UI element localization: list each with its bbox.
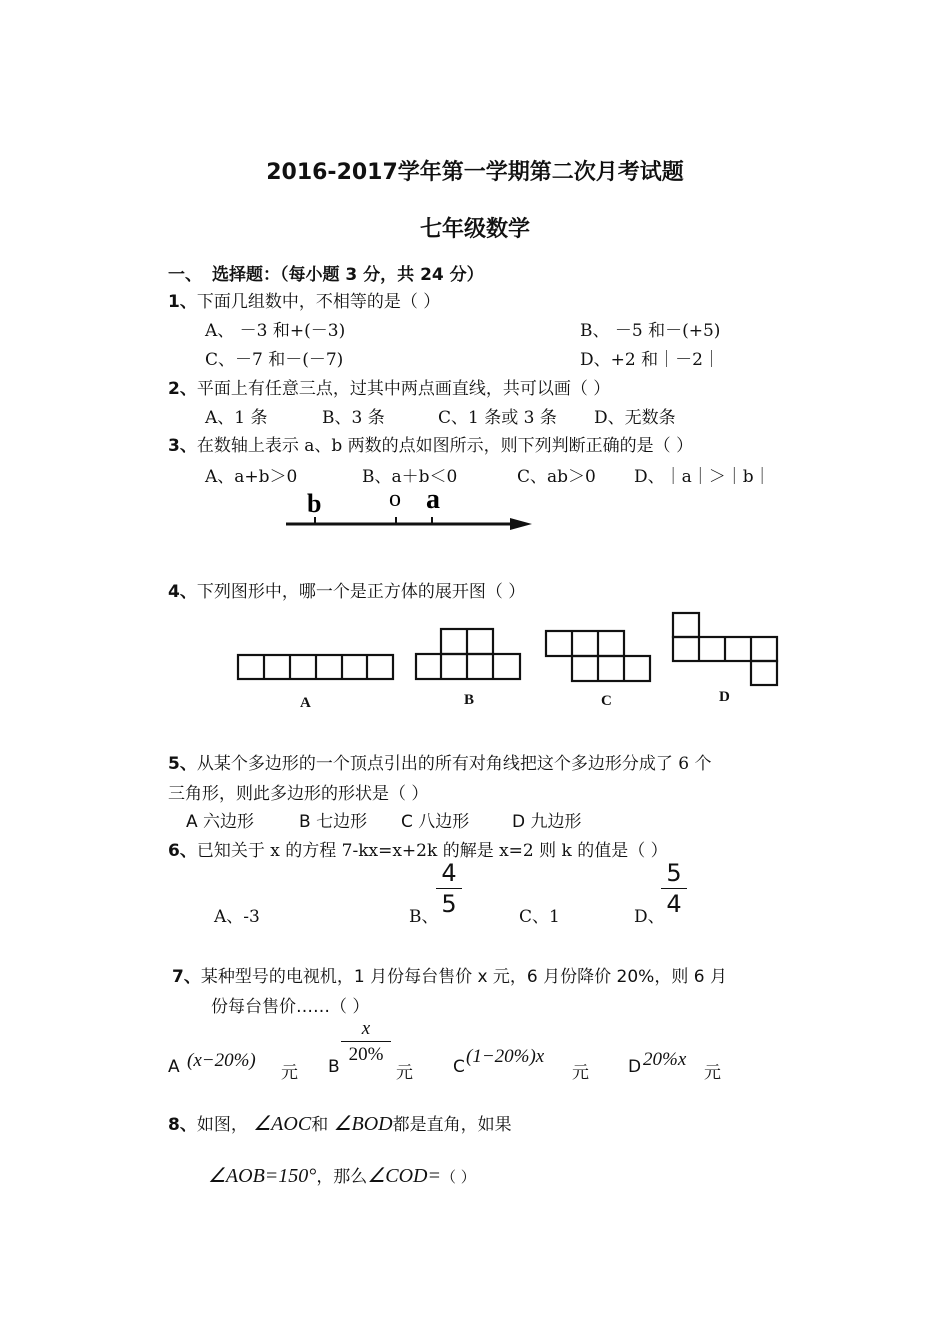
q7-option-b-fraction [341, 1018, 391, 1067]
denominator: 5 [441, 890, 457, 918]
q5-option-b: B 七边形 [299, 812, 368, 832]
question-text: 从某个多边形的一个顶点引出的所有对角线把这个多边形分成了 6 个 [196, 754, 712, 774]
net-b [416, 629, 520, 679]
question-text: 如图， [196, 1115, 248, 1135]
question-number: 5、 [168, 754, 197, 774]
q6-option-d-prefix: D、 [634, 907, 665, 927]
net-label-a: A [300, 695, 311, 711]
q3-option-d: D、｜a｜＞｜b｜ [634, 467, 771, 487]
q7-option-c-label: C [453, 1057, 465, 1077]
section-number: 一、 [168, 265, 202, 285]
q5-option-a: A 六边形 [186, 812, 255, 832]
question-number: 4、 [168, 582, 197, 602]
question-7 [172, 962, 727, 987]
angle-bod: ∠BOD [333, 1113, 393, 1135]
q6-option-c: C、1 [519, 907, 560, 927]
question-text: 在数轴上表示 a、b 两数的点如图所示，则下列判断正确的是（ ） [196, 436, 694, 456]
q1-option-a: A、 －3 和+(－3) [205, 321, 346, 341]
q2-option-c: C、1 条或 3 条 [438, 408, 557, 428]
q1-option-d: D、+2 和｜－2｜ [580, 350, 720, 370]
question-number: 2、 [168, 379, 197, 399]
label-o: o [389, 486, 401, 512]
question-text: 下面几组数中，不相等的是（ ） [196, 292, 441, 312]
answer-paren: （ ） [440, 1168, 476, 1186]
denominator: 20% [348, 1044, 384, 1065]
question-1 [168, 287, 440, 312]
q5-option-d: D 九边形 [512, 812, 582, 832]
question-8 [168, 1110, 512, 1136]
q6-option-b-fraction [436, 860, 462, 917]
q7-option-a-label: A [168, 1057, 180, 1077]
q3-option-b: B、a＋b＜0 [362, 467, 458, 487]
fraction-bar [436, 888, 462, 889]
question-5 [168, 749, 711, 774]
angle-cod: ∠COD= [367, 1165, 441, 1187]
question-number: 7、 [172, 967, 201, 987]
q2-option-b: B、3 条 [322, 408, 385, 428]
label-a: a [426, 484, 440, 515]
net-label-d: D [719, 689, 730, 705]
question-text-rest: 都是直角，如果 [392, 1115, 512, 1135]
question-number: 6、 [168, 841, 197, 861]
number-line-figure [280, 484, 540, 534]
net-c [546, 631, 650, 681]
numerator: 4 [441, 859, 457, 887]
q7-option-c-expr: (1−20%)x [466, 1046, 545, 1067]
question-7-line2: 份每台售价……（ ） [211, 997, 370, 1017]
question-text: 下列图形中，哪一个是正方体的展开图（ ） [196, 582, 526, 602]
q7-option-d-expr: 20%x [643, 1049, 687, 1070]
q5-option-c: C 八边形 [401, 812, 470, 832]
page-title: 2016-2017学年第一学期第二次月考试题 [266, 160, 684, 185]
q7-option-b-unit: 元 [396, 1063, 413, 1083]
arrow-head-icon [510, 518, 532, 530]
q2-option-a: A、1 条 [205, 408, 268, 428]
q6-option-b-prefix: B、 [409, 907, 439, 927]
angle-aob-value: ∠AOB=150° [208, 1165, 317, 1187]
q7-option-d-unit: 元 [704, 1063, 721, 1083]
q3-option-c: C、ab＞0 [517, 467, 596, 487]
net-d [673, 613, 777, 685]
q3-option-a: A、a+b＞0 [205, 467, 298, 487]
question-3 [168, 431, 693, 456]
cube-nets-figure [230, 605, 790, 715]
question-number: 3、 [168, 436, 197, 456]
question-5-line2: 三角形，则此多边形的形状是（ ） [168, 784, 429, 804]
question-text: 已知关于 x 的方程 7-kx=x+2k 的解是 x=2 则 k 的值是（ ） [196, 841, 668, 861]
q7-option-c-unit: 元 [572, 1063, 589, 1083]
line2-mid: ，那么 [316, 1167, 368, 1187]
net-label-c: C [601, 693, 612, 709]
q7-option-a-expr: (x−20%) [187, 1050, 256, 1071]
net-label-b: B [464, 692, 475, 708]
q7-option-d-label: D [628, 1057, 642, 1077]
angle-aoc: ∠AOC [253, 1113, 312, 1135]
label-b: b [307, 489, 322, 518]
q6-option-d-fraction [661, 860, 687, 917]
question-text: 平面上有任意三点，过其中两点画直线，共可以画（ ） [196, 379, 611, 399]
conjunction: 和 [311, 1115, 329, 1135]
q7-option-a-unit: 元 [281, 1063, 298, 1083]
question-6 [168, 836, 668, 861]
section-heading: 选择题：（每小题 3 分，共 24 分） [212, 265, 484, 285]
net-a [238, 655, 393, 679]
question-text: 某种型号的电视机，1 月份每台售价 x 元，6 月份降价 20%，则 6 月 [200, 967, 727, 987]
numerator: x [361, 1018, 371, 1039]
question-2 [168, 374, 610, 399]
q7-option-b-label: B [328, 1057, 340, 1077]
page-subtitle: 七年级数学 [419, 217, 530, 242]
question-number: 8、 [168, 1115, 197, 1135]
q1-option-b: B、 －5 和－(+5) [580, 321, 721, 341]
question-8-line2 [208, 1162, 476, 1188]
q6-option-a: A、-3 [214, 907, 260, 927]
fraction-bar [341, 1041, 391, 1042]
fraction-bar [661, 888, 687, 889]
denominator: 4 [666, 890, 682, 918]
numerator: 5 [666, 859, 682, 887]
q1-option-c: C、－7 和－(－7) [205, 350, 344, 370]
question-number: 1、 [168, 292, 197, 312]
q2-option-d: D、无数条 [594, 408, 676, 428]
question-4 [168, 577, 525, 602]
